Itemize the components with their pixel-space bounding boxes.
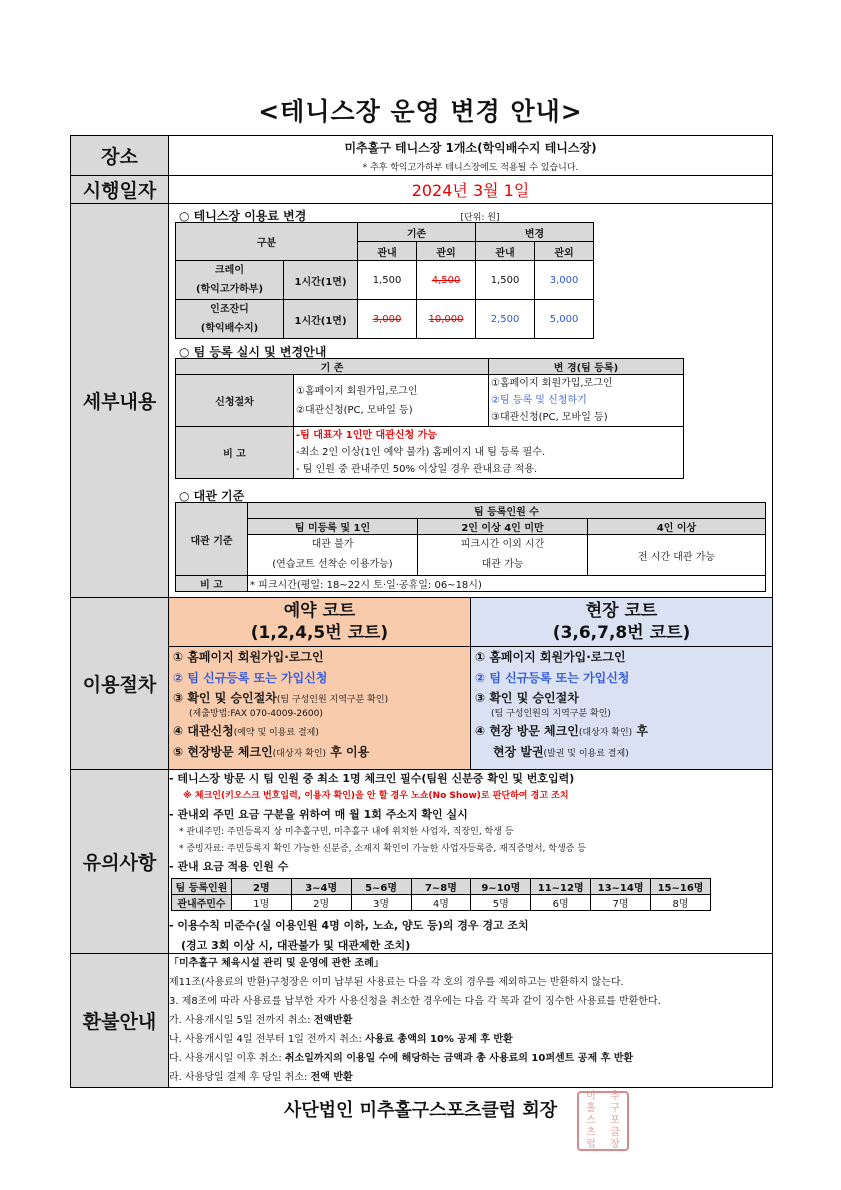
page-title: <테니스장 운영 변경 안내> <box>258 97 583 126</box>
fee-unit: [단위: 원] <box>460 213 500 223</box>
place-note: * 추후 학익고가하부 테니스장에도 적용될 수 있습니다. <box>362 162 579 173</box>
table-cell: 6명 <box>531 895 591 911</box>
details-label: 세부내용 <box>71 204 169 598</box>
date-value: 2024년 3월 1일 <box>169 176 773 204</box>
table-row: 인조잔디 (학익배수지) 1시간(1면) 3,000 10,000 2,500 5,000 <box>176 300 594 339</box>
team-heading: ○ 팀 등록 실시 및 변경안내 <box>179 345 327 359</box>
caution-section: - 테니스장 방문 시 팀 인원 중 최소 1명 체크인 필수(팀원 신분증 확인 및 번호입력) ※ 체크인(키오스크 번호입력, 이용자 확인)을 안 할 경우 노쇼(No Show)로 판단하여 경고 조치 - 관내외 주민 요금 구분을 위하여 매 월 1회 주소지 확인 실시 * 관내주민: 주민등록지 상 미추홀구민, 미추홀구 내에 위치한 사업자, 직장인, 학생 등 * 증빙자료: 주민등록지 확인 가능한 신분증, 소재지 확인이 가능한 사업자등록증, 재직증명서, 학생증 등 - 관내 요금 적용 인원 수 팀 등록인원 2명 3~4명 5~6명 7~8명 9~10명 11~12명 13~14명 15~16명 관내주민수 1명 2명 3명 4명 5명 6명 7명 8명 - 이용수칙 미준수(실 이용인원 4명 이하, 노쇼, 양도 등)의 경우 경고 조치 (경고 3회 이상 시, 대관불가 및 대관제한 조치) <box>169 770 773 954</box>
official-seal-stamp: 미 추 홀 구 스 포 츠 클 럽 장 <box>577 1091 629 1151</box>
rental-table: 대관 기준 팀 등록인원 수 팀 미등록 및 1인 2인 이상 4인 미만 4인 이상 대관 불가 (연습코트 선착순 이용가능) 피크시간 이외 시간 대관 가능 전 시간 대관 가능 비 고 * 피크시간(평일: 18~22시 토·일·공휴일: 06~18시) <box>175 502 766 592</box>
table-header-cell: 13~14명 <box>591 879 651 895</box>
table-header-cell: 7~8명 <box>411 879 471 895</box>
table-cell: 8명 <box>651 895 711 911</box>
table-header-cell: 3~4명 <box>291 879 351 895</box>
reserve-court-panel: 예약 코트 (1,2,4,5번 코트) ① 홈페이지 회원가입·로그인 ② 팀 신규등록 또는 가입신청 ③ 확인 및 승인절차(팀 구성인원 지역구분 확인) (제출방법:FAX 070-4009-2600) ④ 대관신청(예약 및 이용료 결제) ⑤ 현장방문 체크인(대상자 확인) 후 이용 <box>169 598 471 770</box>
table-header-cell: 2명 <box>231 879 291 895</box>
procedure-label: 이용절차 <box>71 598 169 770</box>
table-header-cell: 15~16명 <box>651 879 711 895</box>
footer-signature: 사단법인 미추홀구스포츠클럽 회장 <box>283 1100 558 1121</box>
team-table: 기 존 변 경(팀 등록) 신청절차 ①홈페이지 회원가입,로그인 ②대관신청(PC, 모바일 등) ①홈페이지 회원가입,로그인 ②팀 등록 및 신청하기 ③대관신청(PC, 모바일 등) 비 고 -팀 대표자 1인만 대관신청 가능 -최소 2인 이상(1인 예약 불가) 홈페이지 내 팀 등록 필수. - 팀 인원 중 관내주민 50% 이상일 경우 관내요금 적용. <box>175 358 684 479</box>
refund-section: 「미추홀구 체육시설 관리 및 운영에 관한 조례」 제11조(사용료의 반환)구청장은 이미 납부된 사용료는 다음 각 호의 경우를 제외하고는 반환하지 않는다. 3. 제8조에 따라 사용료를 납부한 자가 사용신청을 취소한 경우에는 다음 각 목과 같이 징수한 사용료를 반환한다. 가. 사용개시일 5일 전까지 취소: 전액반환 나. 사용개시일 4일 전부터 1일 전까지 취소: 사용료 총액의 10% 공제 후 반환 다. 사용개시일 이후 취소: 취소일까지의 이용일 수에 해당하는 금액과 총 사용료의 10퍼센트 공제 후 반환 라. 사용당일 결제 후 당일 취소: 전액 반환 <box>169 954 773 1088</box>
caution-label: 유의사항 <box>71 770 169 954</box>
table-header-cell: 5~6명 <box>351 879 411 895</box>
place-label: 장소 <box>71 136 169 176</box>
onsite-court-panel: 현장 코트 (3,6,7,8번 코트) ① 홈페이지 회원가입·로그인 ② 팀 신규등록 또는 가입신청 ③ 확인 및 승인절차 (팀 구성인원의 지역구분 확인) ④ 현장 방문 체크인(대상자 확인) 후 현장 발권(발권 및 이용료 결제) <box>471 598 773 770</box>
table-cell: 7명 <box>591 895 651 911</box>
table-cell: 4명 <box>411 895 471 911</box>
refund-label: 환불안내 <box>71 954 169 1088</box>
table-cell: 관내주민수 <box>172 895 232 911</box>
fee-table: 구분 기존 변경 관내 관외 관내 관외 크레이 (학익고가하부) 1시간(1면) 1,500 4,500 1,500 3,000 인조잔디 (학익배수지) 1시간(1면) 3,000 10,000 2,500 5,000 <box>175 222 594 339</box>
rental-heading: ○ 대관 기준 <box>179 489 245 503</box>
table-header-cell: 9~10명 <box>471 879 531 895</box>
table-cell: 3명 <box>351 895 411 911</box>
resident-count-table <box>171 878 711 911</box>
date-label: 시행일자 <box>71 176 169 204</box>
table-header-cell: 팀 등록인원 <box>172 879 232 895</box>
table-cell: 5명 <box>471 895 531 911</box>
place-main: 미추홀구 테니스장 1개소(학익배수지 테니스장) <box>344 140 597 155</box>
table-header-cell: 11~12명 <box>531 879 591 895</box>
table-cell: 2명 <box>291 895 351 911</box>
table-row: 크레이 (학익고가하부) 1시간(1면) 1,500 4,500 1,500 3,000 <box>176 261 594 300</box>
table-cell: 1명 <box>231 895 291 911</box>
fee-heading: ○ 테니스장 이용료 변경 [단위: 원] <box>179 209 500 223</box>
notice-table <box>70 135 773 1088</box>
